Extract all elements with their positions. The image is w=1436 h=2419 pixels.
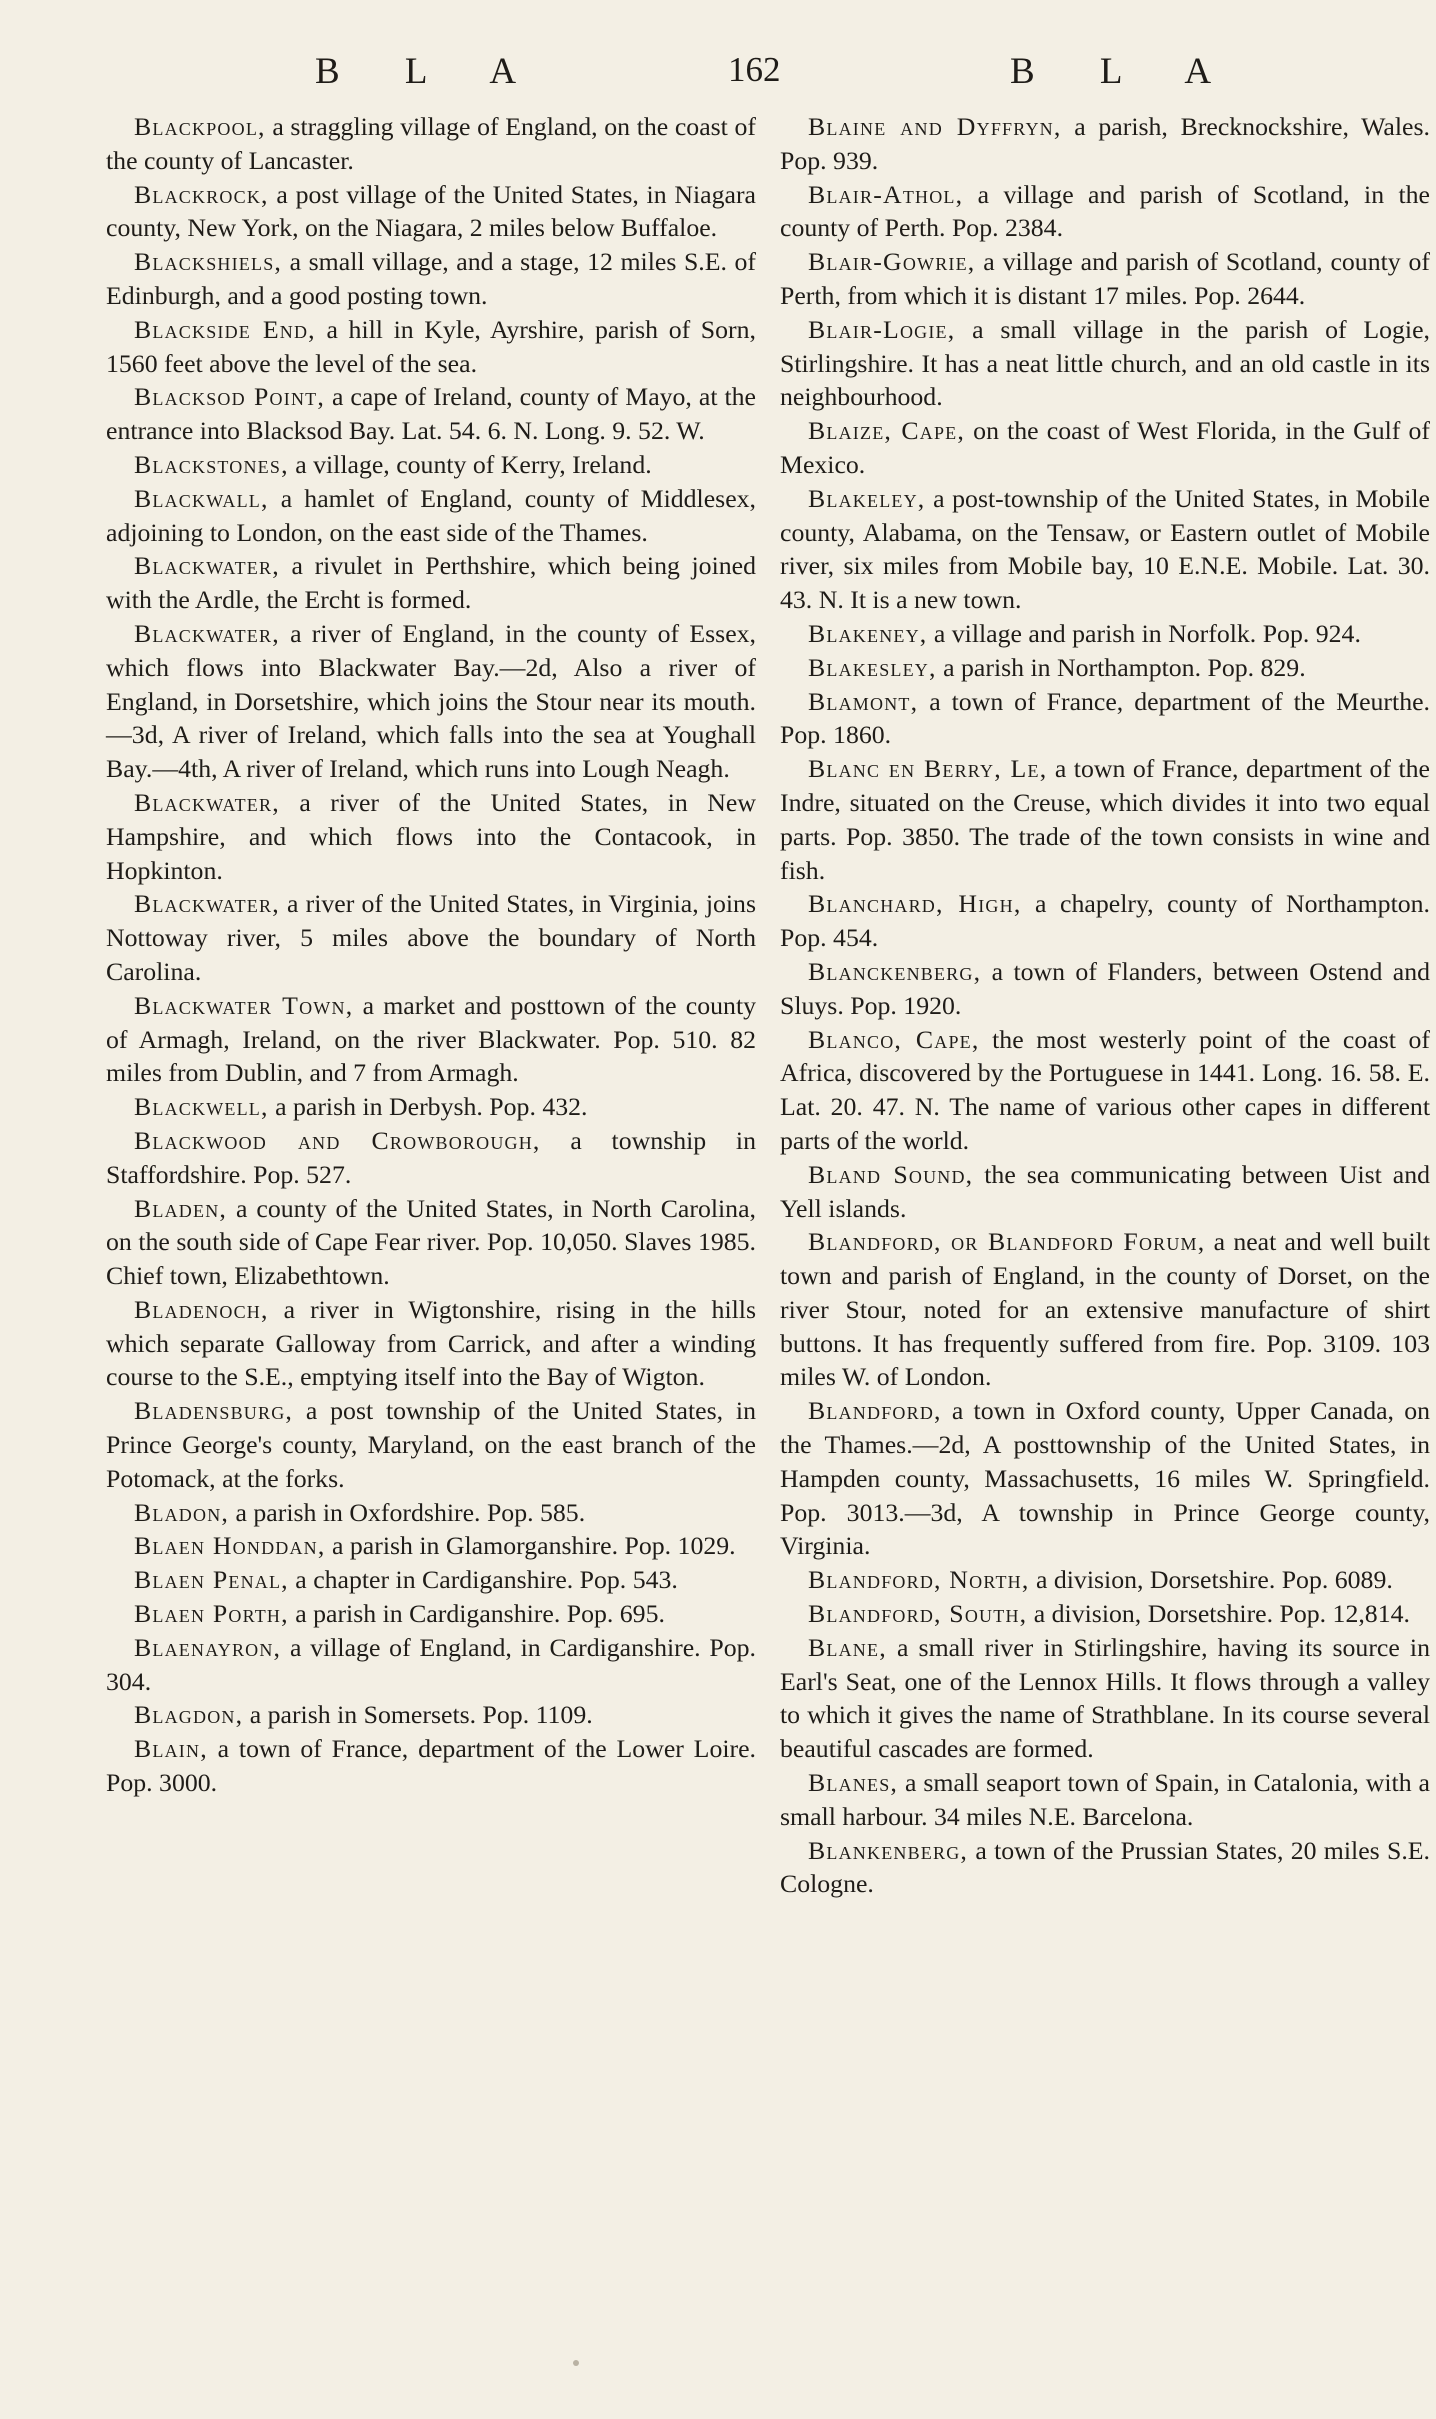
entry-headword: Blandford, or Blandford Forum,: [808, 1227, 1206, 1257]
gazetteer-entry: [106, 786, 756, 887]
entry-headword: Blackstones,: [134, 449, 289, 479]
entry-headword: Blackside End,: [134, 314, 316, 344]
entry-headword: Blamont,: [808, 686, 919, 716]
entry-headword: Blackwell,: [134, 1092, 269, 1122]
entry-headword: Blackwater,: [134, 551, 280, 581]
entry-headword: Blanckenberg,: [808, 956, 982, 986]
entry-headword: Bladen,: [134, 1193, 228, 1223]
entry-text: a small village in the parish of Logie, Stirlingshire. It has a neat little church, and an old castle in its neighbourhood.: [780, 314, 1430, 412]
gazetteer-entry: [780, 178, 1430, 246]
entry-headword: Blackshiels,: [134, 247, 283, 277]
gazetteer-entry: [106, 1496, 756, 1530]
right-column: [780, 110, 1430, 1901]
entry-text: a post village of the United States, in Niagara county, New York, on the Niagara, 2 miles below Buffaloe.: [106, 179, 756, 243]
entry-headword: Blair-Athol,: [808, 179, 964, 209]
entry-text: a market and posttown of the county of Armagh, Ireland, on the river Blackwater. Pop. 510. 82 miles from Dublin, and 7 from Armagh.: [106, 990, 757, 1088]
gazetteer-entry: [780, 651, 1430, 685]
gazetteer-entry: [780, 414, 1430, 482]
page-number: 162: [728, 50, 781, 89]
entry-text: a village and parish in Norfolk. Pop. 924.: [927, 618, 1361, 648]
gazetteer-entry: [106, 1192, 756, 1293]
gazetteer-entry: [106, 1563, 756, 1597]
entry-text: a neat and well built town and parish of England, in the county of Dorset, on the river Stour, noted for an extensive manufacture of shirt buttons. It has frequently suffered from fire. Pop. 3109. 103 miles W. of London.: [780, 1227, 1430, 1392]
gazetteer-entry: [106, 1529, 756, 1563]
entry-headword: Blaen Honddan,: [134, 1531, 326, 1561]
entry-text: a parish in Derbysh. Pop. 432.: [268, 1092, 588, 1122]
gazetteer-entry: [780, 1158, 1430, 1226]
entry-text: a post-township of the United States, in Mobile county, Alabama, on the Tensaw, or Eastern outlet of Mobile river, six miles from Mobile bay, 10 E.N.E. Mobile. Lat. 30. 43. N. It is a new town.: [780, 483, 1430, 615]
entry-headword: Bladenoch,: [134, 1294, 269, 1324]
gazetteer-entry: [106, 380, 756, 448]
entry-headword: Blanco, Cape,: [808, 1024, 980, 1054]
gazetteer-entry: [780, 313, 1430, 414]
entry-text: a cape of Ireland, county of Mayo, at the entrance into Blacksod Bay. Lat. 54. 6. N. Long. 9. 52. W.: [106, 382, 756, 446]
gazetteer-entry: [780, 1563, 1430, 1597]
entry-headword: Blaenayron,: [134, 1632, 282, 1662]
entry-text: a parish in Northampton. Pop. 829.: [936, 652, 1306, 682]
entry-headword: Blackwater,: [134, 618, 280, 648]
entry-headword: Blakesley,: [808, 652, 937, 682]
running-head-left: B L A: [315, 51, 545, 92]
gazetteer-entry: [780, 887, 1430, 955]
gazetteer-entry: [780, 1834, 1430, 1902]
entry-text: on the coast of West Florida, in the Gulf of Mexico.: [780, 416, 1430, 479]
entry-headword: Blaen Penal,: [134, 1565, 289, 1595]
gazetteer-entry: [780, 1023, 1430, 1158]
gazetteer-entry: [780, 1394, 1430, 1563]
entry-headword: Blanc en Berry, Le,: [808, 754, 1048, 784]
gazetteer-entry: [780, 110, 1430, 178]
entry-text: a post township of the United States, in Prince George's county, Maryland, on the east branch of the Potomack, at the forks.: [106, 1396, 756, 1493]
gazetteer-entry: [780, 1766, 1430, 1834]
gazetteer-entry: [106, 1124, 756, 1192]
entry-headword: Blackpool,: [134, 112, 266, 141]
entry-text: a small river in Stirlingshire, having its source in Earl's Seat, one of the Lennox Hills. It flows through a valley to which it gives the name of Strathblane. In its course several beautiful cascades are formed.: [780, 1632, 1430, 1764]
entry-headword: Blackwater,: [134, 787, 280, 817]
gazetteer-entry: [106, 1394, 756, 1495]
gazetteer-entry: [780, 245, 1430, 313]
gazetteer-entry: [106, 110, 756, 178]
entry-text: a parish in Cardiganshire. Pop. 695.: [288, 1599, 665, 1629]
entry-text: a town of France, department of the Lower Loire. Pop. 3000.: [106, 1734, 756, 1798]
gazetteer-entry: [106, 989, 756, 1090]
entry-text: a parish in Glamorganshire. Pop. 1029.: [325, 1531, 736, 1561]
entry-text: a town of Flanders, between Ostend and Sluys. Pop. 1920.: [780, 956, 1430, 1020]
entry-text: a small seaport town of Spain, in Catalonia, with a small harbour. 34 miles N.E. Barcelona.: [780, 1768, 1430, 1831]
gazetteer-entry: [106, 1698, 756, 1732]
entry-headword: Blackwater Town,: [134, 990, 354, 1020]
entry-text: a village of England, in Cardiganshire. Pop. 304.: [106, 1632, 756, 1696]
entry-headword: Blandford,: [808, 1396, 942, 1426]
gazetteer-entry: [780, 1225, 1430, 1394]
gazetteer-entry: [106, 1631, 756, 1699]
entry-text: a parish, Brecknockshire, Wales. Pop. 939.: [780, 112, 1430, 175]
entry-text: a town of France, department of the Indre, situated on the Creuse, which divides it into two equal parts. Pop. 3850. The trade of the town consists in wine and fish.: [780, 754, 1431, 885]
running-head-right: B L A: [1010, 51, 1240, 92]
entry-text: a county of the United States, in North Carolina, on the south side of Cape Fear river. Pop. 10,050. Slaves 1985. Chief town, Elizabethtown.: [106, 1193, 756, 1291]
entry-headword: Blandford, North,: [808, 1565, 1030, 1595]
ink-speck: [573, 2360, 579, 2366]
entry-headword: Blackwood and Crowborough,: [134, 1125, 541, 1155]
gazetteer-entry: [780, 1597, 1430, 1631]
gazetteer-entry: [106, 482, 756, 550]
entry-text: a river of England, in the county of Essex, which flows into Blackwater Bay.—2d, Also a river of England, in Dorsetshire, which joins the Stour near its mouth.—3d, A river of Ireland, which falls into the sea at Youghall Bay.—4th, A river of Ireland, which runs into Lough Neagh.: [106, 618, 756, 784]
entry-text: a village and parish of Scotland, in the county of Perth. Pop. 2384.: [780, 179, 1430, 243]
entry-text: a town of France, department of the Meurthe. Pop. 1860.: [780, 686, 1430, 750]
entry-headword: Blandford, South,: [808, 1599, 1028, 1629]
gazetteer-entry: [106, 1090, 756, 1124]
entry-text: a town of the Prussian States, 20 miles S.E. Cologne.: [780, 1835, 1430, 1899]
entry-headword: Bladon,: [134, 1497, 230, 1527]
entry-text: a parish in Oxfordshire. Pop. 585.: [229, 1497, 586, 1527]
gazetteer-entry: [106, 887, 756, 988]
entry-headword: Blaine and Dyffryn,: [808, 112, 1062, 141]
gazetteer-entry: [106, 178, 756, 246]
entry-text: a river of the United States, in Virginia, joins Nottoway river, 5 miles above the boundary of North Carolina.: [106, 889, 756, 986]
entry-text: a parish in Somersets. Pop. 1109.: [243, 1700, 593, 1730]
entry-text: a village, county of Kerry, Ireland.: [288, 449, 652, 479]
entry-headword: Blaize, Cape,: [808, 416, 966, 446]
entry-headword: Blain,: [134, 1734, 208, 1764]
entry-text: a town in Oxford county, Upper Canada, on the Thames.—2d, A posttownship of the United States, in Hampden county, Massachusetts, 16 miles W. Springfield. Pop. 3013.—3d, A township in Prince George county, Virginia.: [780, 1396, 1430, 1561]
gazetteer-entry: [106, 1293, 756, 1394]
entry-headword: Blane,: [808, 1632, 887, 1662]
entry-text: a straggling village of England, on the coast of the county of Lancaster.: [106, 112, 756, 175]
gazetteer-entry: [106, 245, 756, 313]
gazetteer-entry: [780, 955, 1430, 1023]
entry-headword: Blanes,: [808, 1768, 899, 1798]
entry-text: a rivulet in Perthshire, which being joined with the Ardle, the Ercht is formed.: [106, 551, 756, 615]
entry-text: the most westerly point of the coast of Africa, discovered by the Portuguese in 1441. Long. 16. 58. E. Lat. 20. 47. N. The name of various other capes in different parts of the world.: [780, 1024, 1430, 1155]
gazetteer-entry: [106, 617, 756, 786]
entry-headword: Blanchard, High,: [808, 889, 1022, 919]
entry-headword: Blackwater,: [134, 889, 280, 919]
gazetteer-entry: [780, 482, 1430, 617]
gazetteer-entry: [780, 617, 1430, 651]
entry-headword: Blaen Porth,: [134, 1599, 289, 1629]
left-column: [106, 110, 756, 1800]
gazetteer-entry: [106, 448, 756, 482]
entry-headword: Blankenberg,: [808, 1835, 969, 1865]
entry-headword: Blackrock,: [134, 179, 269, 209]
gazetteer-entry: [106, 1732, 756, 1800]
entry-text: a river in Wigtonshire, rising in the hills which separate Galloway from Carrick, and after a winding course to the S.E., emptying itself into the Bay of Wigton.: [106, 1294, 756, 1392]
entry-headword: Blair-Gowrie,: [808, 247, 976, 277]
gazetteer-entry: [106, 549, 756, 617]
entry-headword: Bland Sound,: [808, 1159, 974, 1189]
entry-headword: Blakeley,: [808, 483, 926, 513]
entry-headword: Blagdon,: [134, 1700, 244, 1730]
entry-text: a river of the United States, in New Hampshire, and which flows into the Contacook, in Hopkinton.: [106, 787, 756, 885]
gazetteer-entry: [106, 1597, 756, 1631]
gazetteer-entry: [106, 313, 756, 381]
entry-text: a small village, and a stage, 12 miles S.E. of Edinburgh, and a good posting town.: [106, 247, 756, 310]
entry-text: a village and parish of Scotland, county of Perth, from which it is distant 17 miles. Pop. 2644.: [780, 247, 1430, 310]
entry-headword: Blacksod Point,: [134, 382, 325, 412]
gazetteer-entry: [780, 1631, 1430, 1766]
entry-headword: Blackwall,: [134, 483, 269, 513]
entry-text: a township in Staffordshire. Pop. 527.: [106, 1125, 756, 1189]
entry-headword: Blakeney,: [808, 618, 928, 648]
gazetteer-entry: [780, 752, 1430, 887]
entry-text: a division, Dorsetshire. Pop. 6089.: [1029, 1565, 1393, 1595]
gazetteer-entry: [780, 685, 1430, 753]
entry-headword: Blair-Logie,: [808, 314, 956, 344]
entry-text: the sea communicating between Uist and Yell islands.: [780, 1159, 1430, 1223]
entry-text: a hamlet of England, county of Middlesex, adjoining to London, on the east side of the Thames.: [106, 483, 756, 547]
entry-text: a chapter in Cardiganshire. Pop. 543.: [288, 1565, 678, 1595]
entry-text: a chapelry, county of Northampton. Pop. 454.: [780, 889, 1430, 953]
entry-text: a division, Dorsetshire. Pop. 12,814.: [1027, 1599, 1410, 1629]
entry-headword: Bladensburg,: [134, 1396, 294, 1426]
entry-text: a hill in Kyle, Ayrshire, parish of Sorn, 1560 feet above the level of the sea.: [106, 314, 756, 378]
